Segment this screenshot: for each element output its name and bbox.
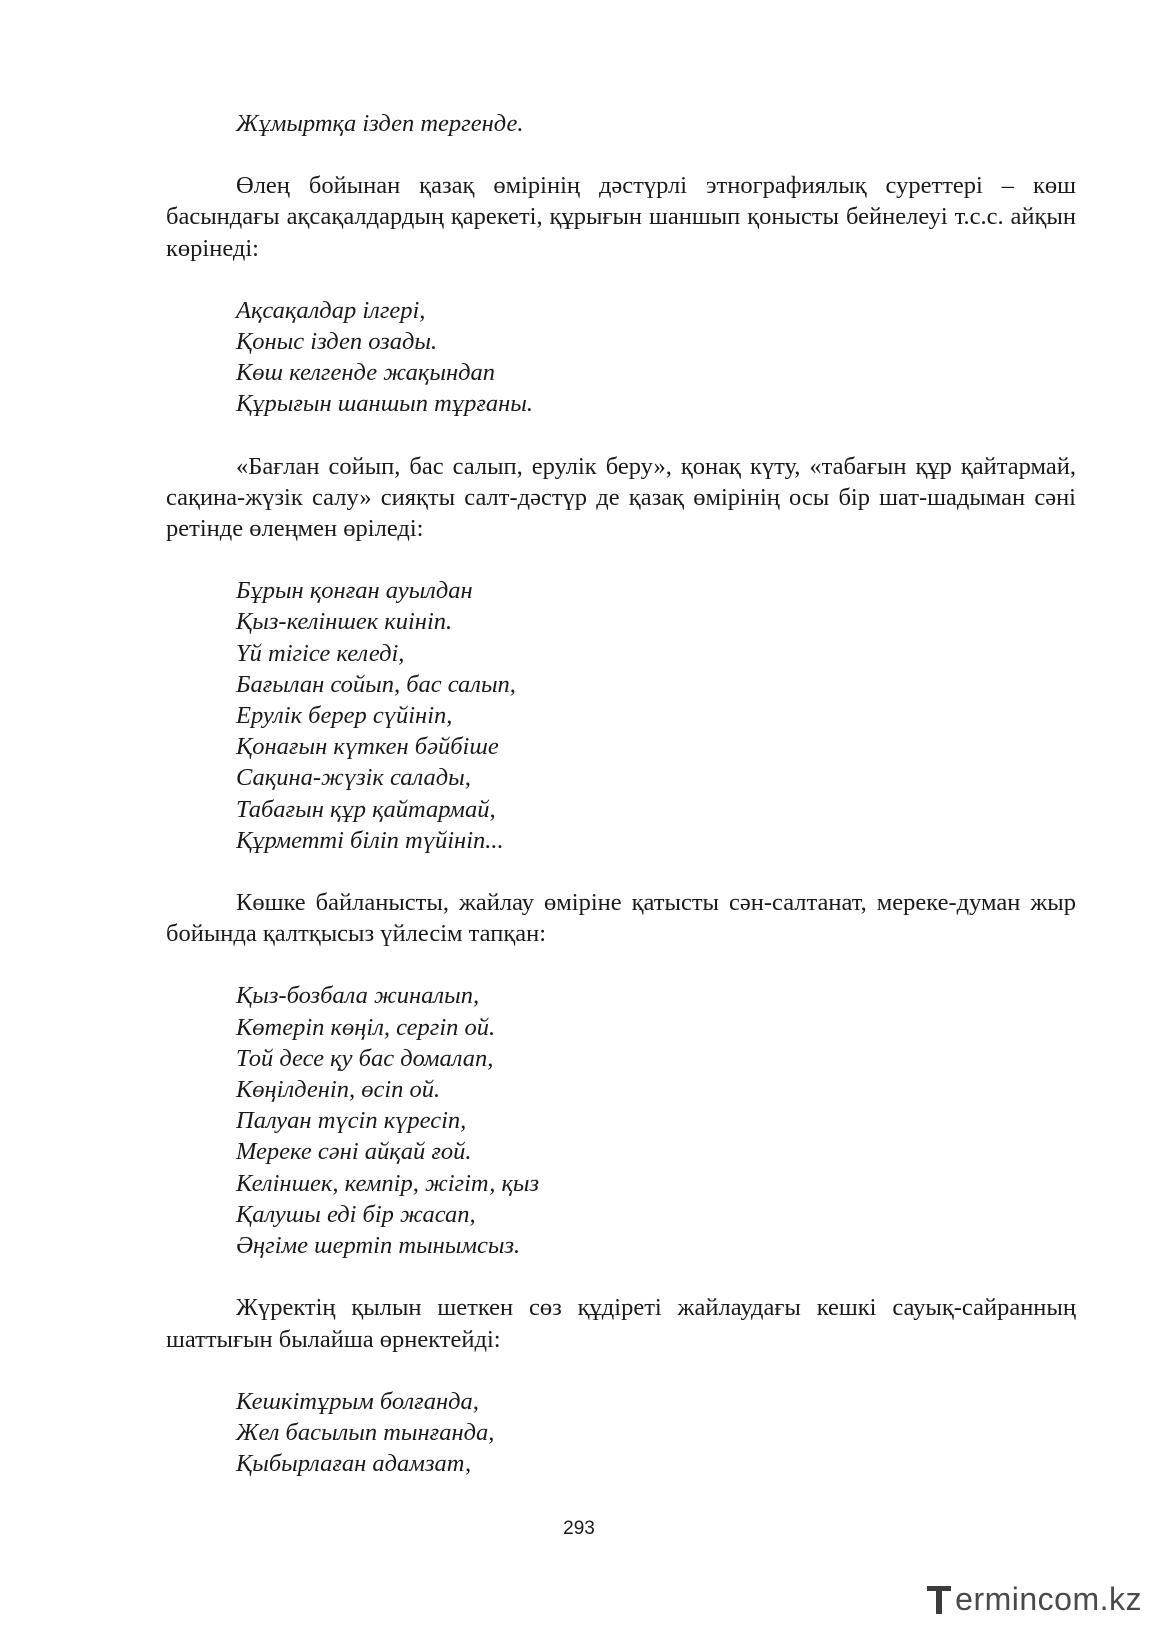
verse-line: Құрығын шаншып тұрғаны. (236, 390, 534, 418)
block-spacer (166, 544, 1076, 575)
verse-stanza (236, 980, 1076, 1261)
page-number: 293 (563, 1518, 595, 1539)
verse-line: Көңілденіп, өсіп ой. (236, 1076, 441, 1104)
block-spacer (166, 139, 1076, 170)
watermark-text: ermincom (955, 1580, 1100, 1617)
watermark-domain: .kz (1099, 1580, 1142, 1617)
verse-line: Қыз-келіншек киініп. (236, 608, 453, 636)
verse-line: Кешкітұрым болғанда, (236, 1387, 479, 1415)
verse-line: Сақина-жүзік салады, (236, 764, 471, 792)
block-spacer (166, 420, 1076, 451)
verse-line: Ерулік берер сүйініп, (236, 702, 453, 730)
body-paragraph: Жүректің қылын шеткен сөз құдіреті жайлаудағы кешкі сауық-сайранның шаттығын былайша өрнектейді: (166, 1294, 1076, 1353)
verse-line: Қоныс іздеп озады. (236, 328, 438, 356)
verse-stanza (236, 108, 1076, 139)
verse-stanza (236, 295, 1076, 420)
verse-line: Жұмыртқа іздеп тергенде. (236, 110, 524, 137)
block-spacer (166, 264, 1076, 295)
verse-stanza (236, 575, 1076, 856)
verse-line: Қыбырлаған адамзат, (236, 1450, 472, 1478)
verse-line: Үй тігісе келеді, (236, 639, 405, 667)
verse-line: Мереке сәні айқай ғой. (236, 1138, 472, 1166)
block-spacer (166, 1261, 1076, 1292)
block-spacer (166, 949, 1076, 980)
verse-line: Қыз-бозбала жиналып, (236, 982, 480, 1010)
verse-line: Қонағын күткен бәйбіше (236, 733, 499, 761)
block-spacer (166, 856, 1076, 887)
verse-line: Ақсақалдар ілгері, (236, 296, 426, 324)
verse-line: Табағын құр қайтармай, (236, 795, 496, 823)
site-watermark (925, 1579, 1142, 1619)
block-spacer (166, 1355, 1076, 1386)
verse-line: Бұрын қонған ауылдан (236, 577, 473, 605)
verse-line: Көтеріп көңіл, сергіп ой. (236, 1013, 496, 1041)
verse-line: Қалушы еді бір жасап, (236, 1200, 476, 1228)
t-logo-icon (925, 1582, 953, 1616)
verse-stanza (236, 1386, 1076, 1480)
verse-line: Әңгіме шертіп тынымсыз. (236, 1232, 521, 1260)
verse-line: Көш келгенде жақындап (236, 359, 496, 387)
body-paragraph: Көшке байланысты, жайлау өміріне қатысты сән-салтанат, мереке-думан жыр бойында қалтқысыз үйлесім тапқан: (166, 889, 1076, 948)
body-paragraph: «Бағлан сойып, бас салып, ерулік беру», қонақ күту, «табағын құр қайтармай, сақина-жүзік салу» сияқты салт-дәстүр де қазақ өмірінің осы бір шат-шадыман сәні ретінде өлеңмен өріледі: (166, 452, 1076, 543)
verse-line: Жел басылып тынғанда, (236, 1418, 495, 1446)
verse-line: Құрметті біліп түйініп... (236, 826, 504, 854)
verse-line: Келіншек, кемпір, жігіт, қыз (236, 1169, 540, 1197)
page-content (166, 108, 1076, 1479)
body-paragraph: Өлең бойынан қазақ өмірінің дәстүрлі этнографиялық суреттері – көш басындағы ақсақалдардың қарекеті, құрығын шаншып қонысты бейнелеуі т.с.с. айқын көрінеді: (166, 172, 1076, 262)
verse-line: Бағылан сойып, бас салып, (236, 670, 516, 698)
verse-line: Палуан түсіп күресіп, (236, 1107, 467, 1135)
verse-line: Той десе қу бас домалап, (236, 1044, 494, 1072)
